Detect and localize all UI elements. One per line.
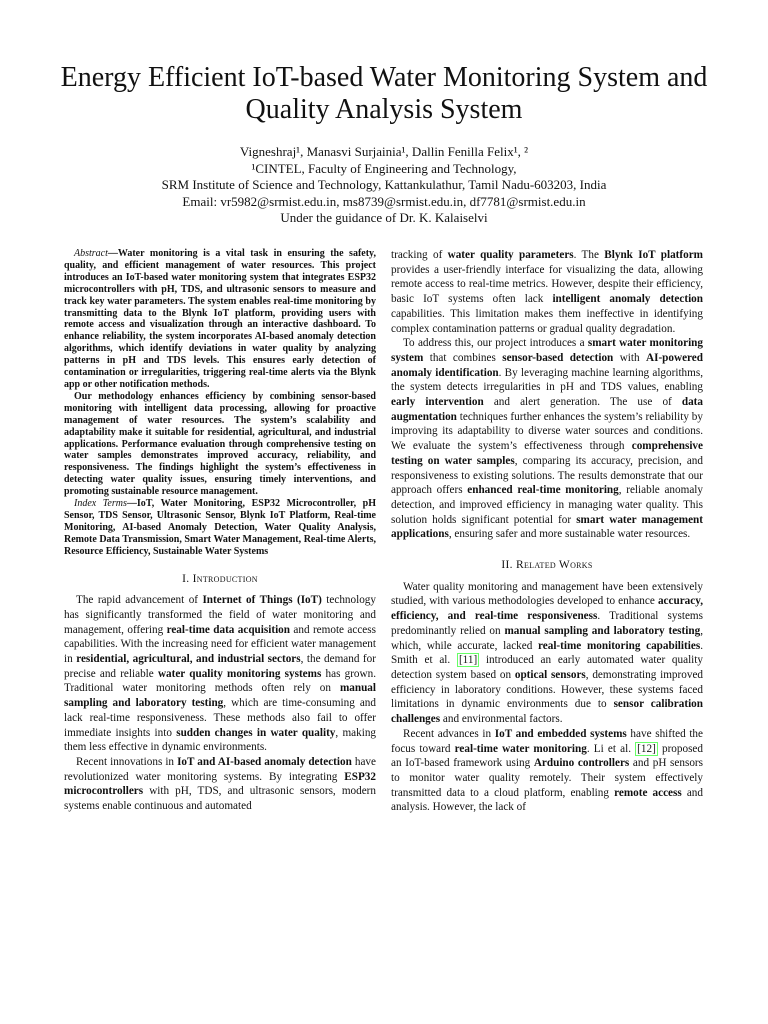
text-run: and analysis. However, the lack of: [391, 786, 703, 814]
affiliation-line-2: SRM Institute of Science and Technology, Kattankulathur, Tamil Nadu-603203, India: [161, 177, 607, 192]
bold-phrase: sensor calibration challenges: [391, 698, 703, 726]
index-terms-text: —IoT, Water Monitoring, ESP32 Microcontroller, pH Sensor, TDS Sensor, Ultrasonic Sensor, Blynk IoT Platform, Real-time Monitoring, AI-based Anomaly Detection, Water Quality Analysis, Remote Data Transmission, Smart Water Management, Real-time Alerts, Resource Efficiency, Sustainable Water Systems: [64, 498, 377, 557]
bold-phrase: optical sensors: [514, 668, 586, 681]
bold-phrase: real-time water monitoring: [454, 742, 587, 755]
bold-phrase: data augmentation: [391, 396, 703, 423]
bold-phrase: intelligent anomaly detection: [552, 293, 703, 306]
text-run: technology has significantly transformed the field of water monitoring and management, offering: [64, 594, 376, 636]
author-emails: Email: vr5982@srmist.edu.in, ms8739@srmist.edu.in, df7781@srmist.edu.in: [182, 193, 586, 209]
bold-phrase: water quality monitoring systems: [157, 667, 322, 680]
text-run: techniques further enhances the system’s reliability by improving its adaptability to diverse water sources and conditions. We evaluate the system’s effectiveness through: [391, 410, 703, 453]
bold-phrase: ESP32 microcontrollers: [64, 770, 376, 798]
bold-phrase: AI-powered anomaly identification: [391, 351, 703, 379]
intro-paragraph-2: [64, 755, 376, 814]
affiliation-line-1: ¹CINTEL, Faculty of Engineering and Technology,: [251, 160, 517, 176]
index-terms: [64, 498, 376, 558]
related-works-paragraph-1: [391, 580, 703, 727]
text-run: , demonstrating improved efficiency in laboratory conditions. However, these systems faced limitations in dynamic environments due to: [391, 668, 703, 711]
section-heading-related-works: [391, 558, 703, 573]
section-title: Related Works: [515, 559, 593, 572]
text-run: . The: [573, 249, 605, 261]
bold-phrase: remote access: [614, 786, 682, 799]
bold-phrase: enhanced real-time monitoring: [467, 484, 619, 497]
text-run: , making them less effective in dynamic environments.: [64, 726, 377, 754]
bold-phrase: smart water monitoring system: [391, 337, 703, 364]
text-run: have shifted the focus toward: [391, 727, 703, 755]
bold-phrase: IoT and embedded systems: [494, 727, 627, 740]
text-run: Recent innovations in: [76, 756, 178, 768]
bold-phrase: Internet of Things (IoT): [202, 594, 322, 607]
section-heading-introduction: [64, 572, 376, 587]
text-run: To address this, our project introduces a: [403, 337, 588, 350]
intro-paragraph-1: [64, 593, 376, 755]
text-run: that combines: [423, 351, 503, 364]
text-run: Water quality monitoring and management have been extensively studied, with various methodologies developed to enhance: [391, 580, 703, 608]
text-run: . By leveraging machine learning algorithms, the system detects irregularities in pH and TDS values, enabling: [391, 366, 703, 394]
text-run: have revolutionized water monitoring systems. By integrating: [64, 756, 376, 783]
abstract-text-1: —Water monitoring is a vital task in ensuring the safety, quality, and efficient management of water resources. This project introduces an IoT-based water monitoring system that integrates ESP32 microcontrollers with pH, TDS, and ultrasonic sensors to measure and track key water parameters. The system enables real-time monitoring by transmitting data to the Blynk IoT platform, providing users with remote access and visualization through an interactive dashboard. To enhance reliability, the system incorporates AI-based anomaly detection algorithms, which identify deviations in water quality by analyzing patterns in pH and TDS levels. This ensures early detection of contamination or irregularities, triggering real-time alerts via the Blynk app or other notification methods.: [64, 248, 376, 390]
bold-phrase: real-time data acquisition: [166, 623, 291, 636]
section-title: Introduction: [192, 572, 258, 585]
right-column: [391, 248, 703, 815]
bold-phrase: manual sampling and laboratory testing: [504, 624, 701, 637]
intro-paragraph-4: [391, 336, 703, 542]
left-column: [64, 248, 376, 814]
bold-phrase: sensor-based detection: [502, 351, 614, 364]
text-run: proposed an IoT-based framework using: [391, 742, 703, 770]
text-run: , which are time-consuming and lack real-time responsiveness. These methods also fail to offer immediate insights into: [64, 697, 376, 739]
text-run: introduced an early automated water quality detection system based on: [391, 654, 703, 681]
bold-phrase: IoT and AI-based anomaly detection: [177, 756, 352, 768]
bold-phrase: real-time monitoring capabilities: [538, 639, 701, 652]
text-run: with pH, TDS, and ultrasonic sensors, modern systems enable continuous and automated: [64, 785, 376, 813]
citation-link[interactable]: [12]: [637, 742, 656, 755]
author-names: Vigneshraj¹, Manasvi Surjainia¹, Dallin Fenilla Felix¹, ²: [239, 144, 529, 159]
citation-link[interactable]: [11]: [458, 654, 478, 667]
related-works-paragraph-2: [391, 727, 703, 815]
bold-phrase: residential, agricultural, and industrial sectors: [76, 653, 301, 666]
bold-phrase: Arduino controllers: [533, 757, 630, 770]
guidance-line: Under the guidance of Dr. K. Kalaiselvi: [280, 210, 488, 225]
bold-phrase: early intervention: [391, 396, 484, 409]
text-run: and environmental factors.: [440, 713, 563, 726]
bold-phrase: water quality parameters: [447, 249, 574, 261]
author-block: [60, 144, 708, 227]
text-run: with: [613, 351, 647, 364]
bold-phrase: manual sampling and laboratory testing: [64, 682, 376, 710]
paper-title: Energy Efficient IoT-based Water Monitoring System and Quality Analysis System: [60, 62, 708, 125]
abstract-paragraph-1: [64, 248, 376, 391]
text-run: . Li et al.: [586, 742, 636, 755]
text-run: , the demand for precise and reliable: [64, 653, 376, 680]
abstract: [64, 248, 376, 558]
text-run: and remote access capabilities. With the increasing need for efficient water management in: [64, 623, 376, 666]
bold-phrase: smart water management applications: [391, 513, 704, 541]
abstract-label: Abstract: [74, 248, 108, 259]
text-run: and pH sensors to monitor water quality remotely. Their system effectively transmitted data to a cloud platform, enabling: [391, 757, 703, 799]
text-run: . Traditional systems predominantly relied on: [391, 610, 703, 637]
text-run: Recent advances in: [403, 727, 495, 740]
text-run: , comparing its accuracy, precision, and responsiveness to existing solutions. The results demonstrate that our approach offers: [391, 454, 703, 497]
index-terms-label: Index Terms: [74, 498, 127, 510]
bold-phrase: sudden changes in water quality: [176, 726, 336, 739]
intro-paragraph-3: [391, 248, 703, 336]
bold-phrase: accuracy, efficiency, and real-time responsiveness: [391, 595, 703, 623]
text-run: has grown. Traditional water monitoring methods often rely on: [64, 667, 376, 695]
bold-phrase: comprehensive testing on water samples: [391, 440, 703, 467]
text-run: , ensuring safer and more sustainable water resources.: [448, 528, 691, 541]
text-run: , which, while accurate, lacked: [391, 624, 703, 652]
introduction-section: [64, 572, 376, 814]
text-run: , reliable anomaly detection, and improved efficiency in managing water quality. This solution holds significant potential for: [391, 484, 703, 526]
text-run: provides a user-friendly interface for visualizing the data, allowing remote access to real-time metrics. However, despite their efficiency, basic IoT systems often lack: [391, 263, 703, 306]
bold-phrase: Blynk IoT platform: [604, 249, 703, 261]
text-run: capabilities. This limitation makes them ineffective in identifying complex contamination patterns or gradual quality degradation.: [391, 307, 703, 335]
text-run: tracking of: [391, 249, 448, 261]
section-number: I.: [182, 572, 190, 585]
text-run: and alert generation. The use of: [483, 396, 682, 409]
section-number: II.: [501, 559, 513, 572]
abstract-paragraph-2: Our methodology enhances efficiency by combining sensor-based monitoring with intelligent data processing, allowing for proactive management of water resources. The system’s scalability and adaptability make it suitable for residential, agricultural, and industrial applications. Performance evaluation through comprehensive testing on water samples demonstrates improved accuracy, reliability, and responsiveness. The findings highlight the system’s effectiveness in detecting water quality issues, ensuring timely interventions, and promoting sustainable resource management.: [64, 390, 376, 498]
text-run: The rapid advancement of: [76, 594, 203, 607]
text-run: . Smith et al.: [391, 639, 703, 667]
